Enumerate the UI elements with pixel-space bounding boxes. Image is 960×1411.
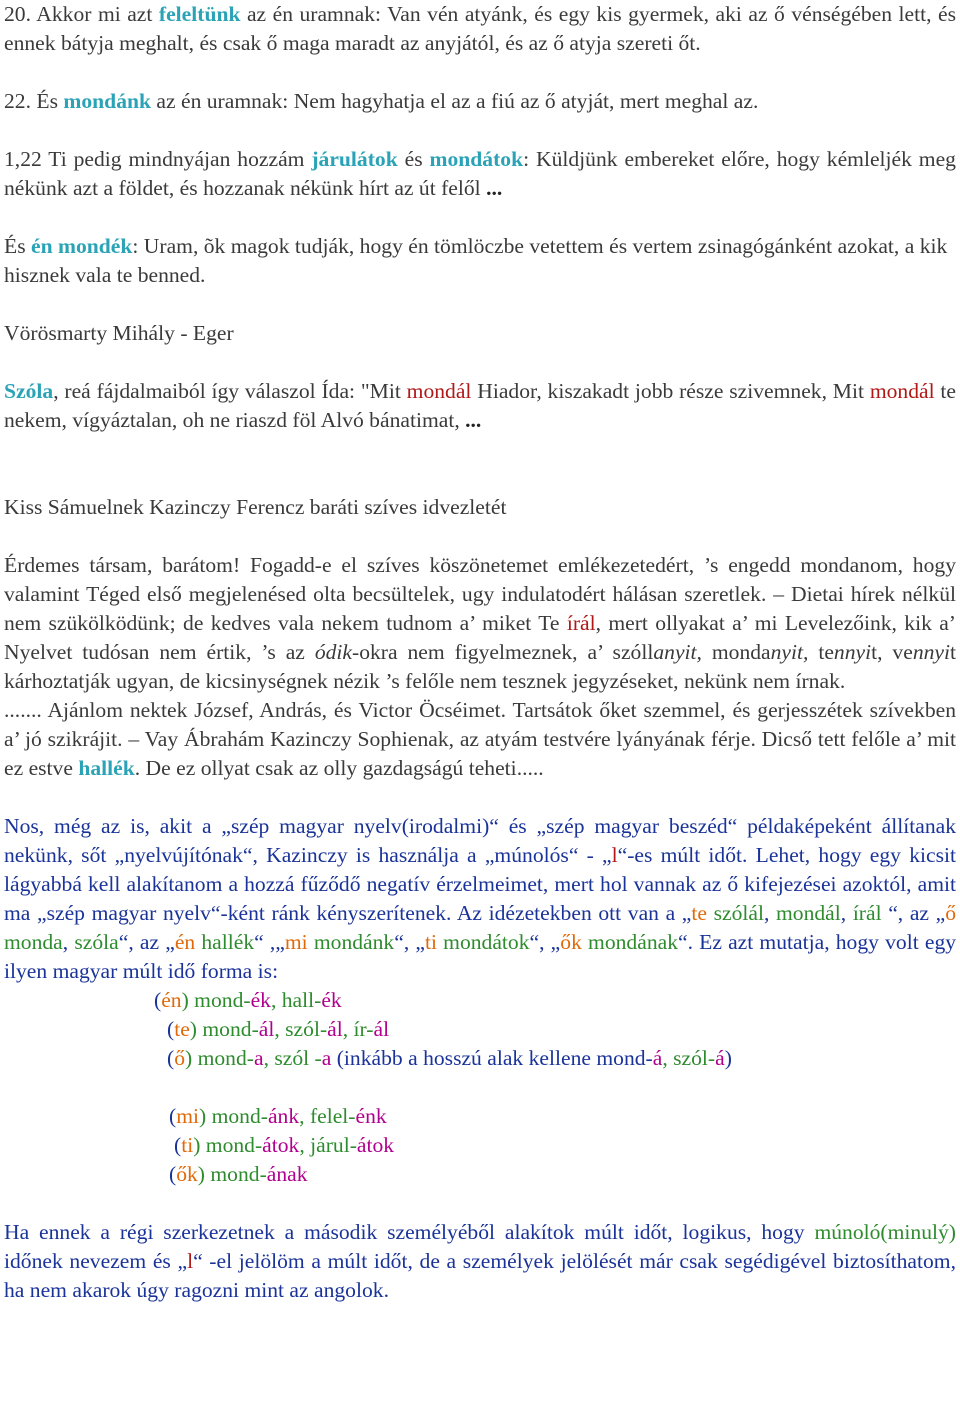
conjugation-row-o: (ő) mond-a, szól -a (inkább a hosszú alak kellene mond-á, szól-á) <box>167 1046 732 1070</box>
quote-es-en-mondek: És én mondék: Uram, õk magok tudják, hogy én tömlöczbe vetettem és vertem zsinagógánként azokat, a kik hisznek vala te benned. <box>4 234 948 287</box>
quote-22: 22. És mondánk az én uramnak: Nem hagyhatja el az a fiú az ő atyját, mert meghal az. <box>4 89 759 113</box>
quote-20: 20. Akkor mi azt feleltünk az én uramnak: Van vén atyánk, és egy kis gyermek, aki az ő vénségében lett, és ennek bátyja meghalt, és csak ő maga maradt az anyjától, és az ő atyja szereti őt. <box>4 2 956 55</box>
quote-eger: Szóla, reá fájdalmaiból így válaszol Ída: "Mit mondál Hiador, kiszakadt jobb része szivemnek, Mit mondál te nekem, vígyáztalan, oh ne riaszd föl Alvó bánatimat, ... <box>4 379 956 432</box>
conjugation-row-te: (te) mond-ál, szól-ál, ír-ál <box>167 1017 390 1041</box>
quote-1-22: 1,22 Ti pedig mindnyájan hozzám járulátok és mondátok: Küldjünk embereket előre, hogy kémleljék meg nékünk azt a földet, és hozzanak nékünk hírt az út felől ... <box>4 147 956 200</box>
kazinczy-letter: Érdemes társam, barátom! Fogadd-e el szíves köszönetemet emlékezetedért, ’s engedd mondanom, hogy valamint Téged első megjelenésed olta becsültelek, ugy indulatodért hálásan szeretlek. – Dietai hírek nélkül nem szükölködünk; de kedves vala nekem tudnom a’ miket Te írál, mert ollyakat a’ mi Levelezőink, kik a’ Nyelvet tudósan nem értik, ’s az ódik-okra nem figyelmeznek, a’ szóllanyit, mondanyit, tennyit, vennyit kárhoztatják ugyan, de kicsinységnek nézik ’s felőle nem tesznek jegyzéseket, nekünk nem írnak. ....... Ajánlom nektek József, András, és Victor Öcséimet. Tartsátok őket szemmel, és gerjesszétek szívekben a’ jó szikrájit. – Vay Ábrahám Kazinczy Sophienak, az atyám testvére lyányának férje. Dicső tett felőle a’ mit ez estve hallék. De ez ollyat csak az olly gazdagságú teheti..... <box>4 553 957 780</box>
conjugation-row-mi: (mi) mond-ánk, felel-énk <box>169 1104 387 1128</box>
kazinczy-title: Kiss Sámuelnek Kazinczy Ferencz baráti szíves idvezletét <box>4 495 507 519</box>
eger-title: Vörösmarty Mihály - Eger <box>4 321 234 345</box>
commentary-paragraph: Nos, még az is, akit a „szép magyar nyelv(irodalmi)“ és „szép magyar beszéd“ példaképeként állítanak nekünk, sőt „nyelvújítónak“, Kazinczy is használja a „múnolós“ - „l“-es múlt időt. Lehet, hogy egy kicsit lágyabbá kell alakítanom a hozzá fűződő negatív érzelmeimet, mert hol vannak az ő kifejezései azoktól, amit ma „szép magyar nyelv“-ként ránk kényszerítenek. Az idézetekben ott van a „te szólál, mondál, írál “, az „ő monda, szóla“, az „én hallék“ ,„mi mondánk“, „ti mondátok“, „ők mondának“. Ez azt mutatja, hogy volt egy ilyen magyar múlt idő forma is: <box>4 814 957 983</box>
conjugation-row-ti: (ti) mond-átok, járul-átok <box>174 1133 395 1157</box>
final-paragraph: Ha ennek a régi szerkezetnek a második személyéből alakítok múlt időt, logikus, hogy múnoló(minulý) időnek nevezem és „l“ -el jelölöm a múlt időt, de a személyek jelölését már csak segédigével biztosíthatom, ha nem akarok úgy ragozni mint az angolok. <box>4 1220 956 1302</box>
conjugation-row-ok: (ők) mond-ának <box>169 1162 308 1186</box>
conjugation-row-en: (én) mond-ék, hall-ék <box>154 988 342 1012</box>
